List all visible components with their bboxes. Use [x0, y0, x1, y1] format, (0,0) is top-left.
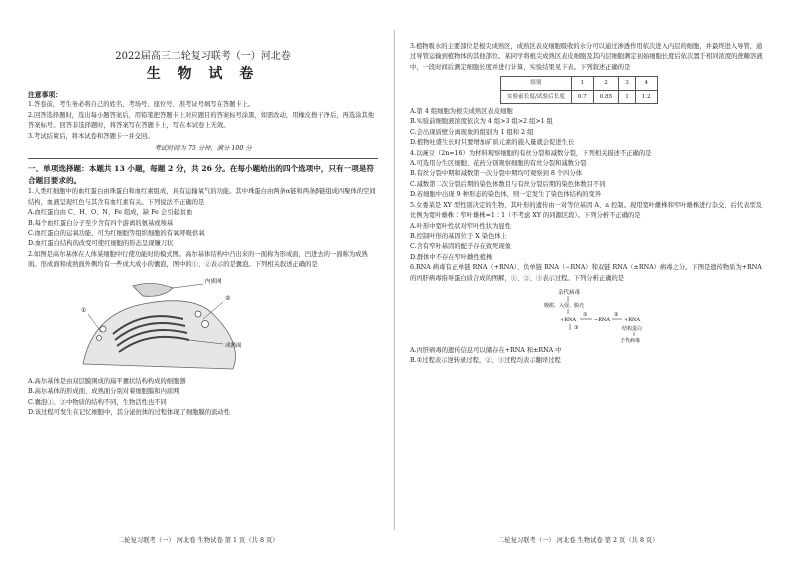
figure-label: ②: [614, 311, 619, 318]
figure-label: ③: [574, 324, 579, 331]
option: B.有丝分裂中期和减数第一次分裂中期均可观察到 8 个四分体: [410, 170, 583, 178]
option: C.会出现质壁分离现象的组别为 1 组和 2 组: [410, 128, 534, 136]
option: D.血红蛋白结构的改变可使红细胞的形态呈现镰刀状: [28, 240, 174, 248]
table-cell: 1: [571, 77, 593, 90]
figure-label: −RNA: [594, 316, 610, 323]
separator: [28, 158, 378, 159]
figure-label: ①: [583, 311, 588, 318]
rna-diagram: [510, 286, 670, 344]
table-cell: 2: [593, 77, 618, 90]
notes-title: 注意事项：: [28, 91, 62, 99]
left-page: [28, 44, 378, 418]
option: C.含有窄叶基因的配子存在致死现象: [410, 243, 512, 251]
figure-label: 结构蛋白: [622, 325, 643, 332]
question-stem: 6.RNA 病毒有正单链 RNA（+RNA）、负单链 RNA（−RNA）和双链 RNA（±RNA）病毒之分。下图是遗传物质为+RNA 的丙肝病毒指导蛋白质合成的图解，①、②、③表示过程。下列分析正确的是: [410, 264, 762, 282]
option: D.该过程可发生在记忆细胞中，其分泌抗体的过程体现了细胞膜的流动性: [28, 408, 231, 416]
figure-label: 内质网: [205, 278, 222, 285]
table-header: 组别: [501, 77, 572, 90]
note-item: 1.答卷前，考生务必将自己的姓名、考场号、座位号、准考证号填写在答题卡上。: [28, 101, 255, 109]
option: B.①过程表示逆转录过程，②、③过程均表示翻译过程: [410, 357, 561, 365]
rna-figure: [510, 286, 670, 344]
option: A.高尔基体是由双层膜围成的扁平囊状结构构成的细胞器: [28, 377, 186, 385]
table-cell: 0.7: [571, 90, 593, 103]
note-item: 3.考试结束后，将本试卷和答题卡一并交回。: [28, 132, 154, 140]
option: B.高尔基体的形成面、成熟面分别对着细胞膜和内质网: [28, 388, 180, 396]
figure-label: ②: [225, 294, 231, 302]
page-divider: [394, 30, 395, 530]
option: B.控制叶形的基因位于 X 染色体上: [410, 232, 507, 240]
golgi-figure: [73, 274, 253, 374]
section-title: 一、单项选择题：本题共 13 小题，每题 2 分，共 26 分。在每小题给出的四个选项中，只有一项是符合题目要求的。: [28, 164, 375, 186]
question-stem: 2.如图是高尔基体在人体某细胞中行使功能时的模式图。高尔基体结构中凸出来的一面称为形成面，凹进去的一面称为成熟面。形成面和成熟面外侧均有一些成大成小的囊泡，图中的①、②表示的是囊泡。下列相关叙述正确的是: [28, 250, 368, 269]
golgi-diagram: [73, 274, 253, 374]
question-stem: 4.以豌豆（2n=16）为材料观察细胞的有丝分裂和减数分裂，下列相关描述不正确的是: [410, 149, 652, 157]
table-cell: 1: [619, 90, 636, 103]
result-table: [500, 76, 658, 104]
table-cell: 3: [619, 77, 636, 90]
question-stem: 3.植物吸水的主要部位是根尖成熟区，成熟区表皮细胞吸收的水分可以通过渗透作用依次进入内层的细胞，并最终进入导管，通过导管运输到植物体的其他部位。某同学将根尖成熟区表皮细胞及其内层细胞测定初始细胞长度后依次置于相同浓度的蔗糖溶液中，一段时间后测定细胞长度并进行计算，实验结果见下表。下列叙述正确的是: [410, 43, 763, 71]
table-cell: 0.85: [593, 90, 618, 103]
table-cell: 1.2: [635, 90, 657, 103]
option: D.植物吐盛生长时只要增加矿质元素的施入量就会促进生长: [410, 139, 575, 147]
option: A.丙肝病毒的遗传信息可以储存在+RNA 和±RNA 中: [410, 346, 562, 354]
question-stem: 1.人类红细胞中的血红蛋白由珠蛋白和血红素组成，具有运输氧气的功能。其中珠蛋白由两条α链和两条β链组成四聚体的空间结构，血液呈现红色与其含有血红素有关。下列说法不正确的是: [28, 188, 376, 206]
figure-label: 子代病毒: [620, 337, 641, 344]
note-item: 2.回答选择题时，选出每小题答案后，用铅笔把答题卡上对应题目的答案标号涂黑，如需改动，用橡皮擦干净后，再选涂其他答案标号。回答非选择题时，将答案写在答题卡上，写在本试卷上无效。: [28, 111, 375, 130]
option: A.叶形中宽叶性状对窄叶性状为显性: [410, 222, 512, 230]
option: D.群体中不存在窄叶雌性植株: [410, 253, 493, 261]
footer-left: 二轮复习联考（一） 河北卷 生物试卷 第 1 页（共 8 页）: [118, 537, 279, 544]
figure-label: 吸附、入侵、脱壳: [544, 302, 585, 309]
option: A.血红蛋白由 C、H、O、N、Fe 组成，缺 Fe 会引起贫血: [28, 209, 193, 217]
exam-time: 考试时间为 75 分钟，满分 100 分: [154, 145, 252, 153]
table-cell: 4: [635, 77, 657, 90]
figure-label: ①: [81, 306, 87, 314]
figure-label: +RNA: [624, 316, 640, 323]
option: B.每个血红蛋白分子至少含有四个游离的氨基或羧基: [28, 219, 174, 227]
exam-title: 2022届高三二轮复习联考（一）河北卷: [115, 51, 291, 62]
option: A.可选用分生区细胞、花药分别观察细胞的有丝分裂和减数分裂: [410, 160, 587, 168]
right-page: [410, 42, 766, 367]
option: B.实验前细胞液浓度依次为 4 组>3 组>2 组>1 组: [410, 118, 553, 126]
figure-label: +RNA: [560, 316, 576, 323]
table-header: 实验前长度/试验后长度: [501, 90, 572, 103]
option: D.若细胞中出现 9 种形态的染色体，则一定发生了染色体结构的变异: [410, 191, 602, 199]
figure-label: 成熟面: [225, 342, 242, 349]
question-stem: 5.女娄菜是 XY 型性别决定的生物，其叶形的遗传由一对等位基因 A、a 控制。现用宽叶雌株和窄叶雄株进行杂交，后代表型及比例为宽叶雄株∶窄叶雄株=1∶1（不考虑 XY 的同源区段）。下列分析不正确的是: [410, 201, 763, 220]
footer-right: 二轮复习联考（一） 河北卷 生物试卷 第 2 页（共 8 页）: [498, 537, 659, 544]
option: C.囊泡①、②中物质的结构不同，生物活性也不同: [28, 398, 167, 406]
option: A.第 4 组细胞为根尖成熟区表皮细胞: [410, 108, 513, 116]
option: C.减数第二次分裂后期的染色体数目与有丝分裂后期的染色体数目不同: [410, 180, 606, 188]
figure-label: 亲代病毒: [558, 289, 581, 296]
option: C.血红蛋白的运氧功能，可为红细胞等组织细胞的有氧呼吸供氧: [28, 230, 205, 238]
exam-subtitle: 生 物 试 卷: [146, 66, 260, 82]
